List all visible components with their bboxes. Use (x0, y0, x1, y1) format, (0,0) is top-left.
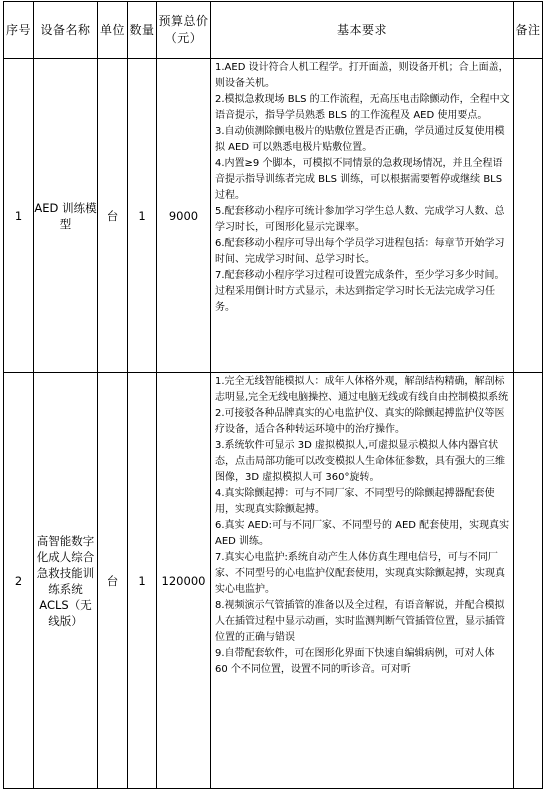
requirement-item: 2.模拟急救现场 BLS 的工作流程，无高压电击除颤动作，全程中文语音提示，指导学员熟悉 BLS 的工作流程及 AED 使用要点。 (215, 94, 510, 121)
requirement-item: 4.真实除颤起搏：可与不同厂家、不同型号的除颤起搏器配套使用，实现真实除颤起搏。 (215, 488, 495, 515)
header-name: 设备名称 (34, 2, 98, 59)
header-budget: 预算总价（元） (157, 2, 211, 59)
requirement-item: 7.真实心电监护:系统自动产生人体仿真生理电信号，可与不同厂家、不同型号的心电监护仪配套使用，实现真实除颤起搏，实现真实心电监护。 (215, 552, 505, 595)
header-note: 备注 (514, 2, 543, 59)
row-unit: 台 (98, 59, 128, 373)
requirement-item: 3.自动侦测除颤电极片的贴敷位置是否正确，学员通过反复使用模拟 AED 可以熟悉电极片贴敷位置。 (215, 126, 505, 153)
row-requirements (211, 59, 514, 373)
row-seq: 2 (4, 373, 34, 789)
header-qty: 数量 (128, 2, 157, 59)
requirement-item: 8.视频演示气管插管的准备以及全过程，有语音解说，并配合模拟人在插管过程中显示动画，实时监测判断气管插管位置，显示插管位置的正确与错误 (215, 600, 505, 643)
requirement-item: 9.自带配套软件，可在图形化界面下快速自编辑病例，可对人体 60 个不同位置，设置不同的听诊音。可对听 (215, 648, 495, 675)
requirement-item: 1.AED 设计符合人机工程学。打开面盖，则设备开机；合上面盖，则设备关机。 (215, 62, 509, 89)
header-row (4, 2, 543, 59)
row-budget: 9000 (157, 59, 211, 373)
header-requirements: 基本要求 (211, 2, 514, 59)
requirement-item: 3.系统软件可显示 3D 虚拟模拟人,可虚拟显示模拟人体内器官状态，点击局部功能可以改变模拟人生命体征参数，具有强大的三维图像，3D 虚拟模拟人可 360°旋转。 (215, 440, 505, 483)
row-qty: 1 (128, 373, 157, 789)
row-seq: 1 (4, 59, 34, 373)
row-name: 高智能数字化成人综合急救技能训练系统 ACLS（无线版） (34, 373, 98, 789)
table-row (4, 59, 543, 373)
row-note (514, 373, 543, 789)
requirement-item: 1.完全无线智能模拟人：成年人体格外观，解剖结构精确，解剖标志明显,完全无线电脑操控、通过电脑无线或有线自由控制模拟系统 (215, 376, 509, 403)
requirement-item: 7.配套移动小程序学习过程可设置完成条件，至少学习多少时间。过程采用倒计时方式显示，未达到指定学习时长无法完成学习任务。 (215, 270, 505, 313)
requirement-item: 2.可接驳各种品牌真实的心电监护仪、真实的除颤起搏监护仪等医疗设备，适合各种转运环境中的治疗操作。 (215, 408, 505, 435)
row-note (514, 59, 543, 373)
row-budget: 120000 (157, 373, 211, 789)
table-row (4, 373, 543, 789)
requirement-item: 5.配套移动小程序可统计参加学习学生总人数、完成学习人数、总学习时长，可图形化显示完课率。 (215, 206, 505, 233)
row-unit: 台 (98, 373, 128, 789)
row-qty: 1 (128, 59, 157, 373)
requirement-item: 6.真实 AED:可与不同厂家、不同型号的 AED 配套使用，实现真实 AED 训练。 (215, 520, 510, 547)
requirement-item: 6.配套移动小程序可导出每个学员学习进程包括：每章节开始学习时间、完成学习时间、总学习时长。 (215, 238, 505, 265)
header-seq: 序号 (4, 2, 34, 59)
equipment-table (3, 1, 543, 789)
requirement-item: 4.内置≥9 个脚本，可模拟不同情景的急救现场情况，并且全程语音提示指导训练者完成 BLS 训练，可以根据需要暂停或继续 BLS 过程。 (215, 158, 503, 201)
row-requirements (211, 373, 514, 789)
row-name: AED 训练模型 (34, 59, 98, 373)
header-unit: 单位 (98, 2, 128, 59)
